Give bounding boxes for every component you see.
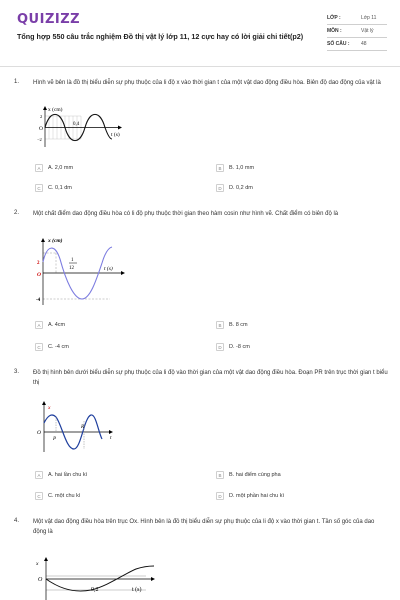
graph-tick-t: 0,2 [91,587,99,593]
option-a[interactable] [35,470,87,480]
option-d[interactable] [216,491,284,501]
graph-ylabel: x [48,405,51,411]
option-letter-box: D [216,184,224,192]
graph-xlabel: t (s) [111,132,120,138]
option-c[interactable] [35,342,69,352]
option-c[interactable] [35,491,80,501]
option-a[interactable] [35,320,65,330]
option-letter-box: C [35,492,43,500]
meta-value: 48 [361,41,367,47]
question-number: 2. [14,210,20,216]
graph-tick-frac-num: 1 [71,258,74,263]
option-d[interactable] [216,183,253,193]
option-text: B. 8 cm [229,322,248,328]
question-text: Đồ thị hình bên dưới biểu diễn sự phụ thuộc của li độ vào thời gian của một vật dao động điều hòa. Đoạn PR trên trục thời gian t biểu thị [33,370,388,386]
graph-origin: O [37,430,41,436]
graph-origin: O [38,577,43,583]
option-letter-box: A [35,164,43,172]
option-text: A. hai lần chu kì [48,472,88,478]
option-letter-box: A [35,321,43,329]
meta-row-class [327,12,387,25]
question-number: 4. [14,518,20,524]
graph-tick-neg: -4 [36,298,41,303]
page-header [0,0,400,66]
meta-key: MÔN : [327,28,342,34]
question-text: Hình vẽ bên là đồ thị biểu diễn sự phụ thuộc của li độ x vào thời gian t của một vật dao động điều hòa. Biên độ dao động của vật là [33,80,381,86]
graph-point-p: P [53,437,57,442]
graph-tick-pos: 2 [37,261,40,266]
question-4-graph [36,554,161,600]
option-a[interactable] [35,163,73,173]
option-letter-box: D [216,492,224,500]
option-b[interactable] [216,320,248,330]
meta-key: SỐ CÂU : [327,41,350,47]
option-text: A. 4cm [48,322,66,328]
option-text: A. 2,0 mm [48,165,74,171]
option-letter-box: D [216,343,224,351]
document-title: Tổng hợp 550 câu trắc nghiệm Đồ thị vật lý lớp 11, 12 cực hay có lời giải chi tiết(p2) [17,32,304,41]
graph-ylabel: x (cm) [48,238,63,244]
question-1-graph [36,104,126,149]
question-text: Một vật dao động điều hòa trên trục Ox. Hình bên là đồ thị biểu diễn sự phụ thuộc của li độ x vào thời gian t. Tần số góc của dao động là [33,519,375,535]
graph-tick-neg: −2 [37,137,42,142]
meta-row-subject [327,25,387,38]
graph-origin: O [39,126,43,132]
option-text: C. một chu kì [48,493,81,499]
option-letter-box: A [35,471,43,479]
option-letter-box: B [216,321,224,329]
graph-xlabel: t [110,435,112,441]
quizizz-logo: QUIZIZZ [17,12,81,27]
option-letter-box: B [216,164,224,172]
option-b[interactable] [216,163,254,173]
meta-key: LỚP : [327,15,341,21]
option-text: B. 1,0 mm [229,165,255,171]
option-text: D. một phần hai chu kì [229,493,285,499]
question-text: Một chất điểm dao động điều hòa có li độ phụ thuộc thời gian theo hàm cosin như hình vẽ. Chất điểm có biên độ là [33,211,339,217]
meta-value: Vật lý [361,28,374,34]
meta-row-count [327,38,387,51]
graph-ylabel: x (cm) [48,107,63,113]
question-2-graph [36,233,126,307]
graph-ylabel: x [36,561,39,567]
graph-tick-pos: 2 [40,114,43,119]
meta-value: Lớp 11 [361,15,377,21]
option-text: B. hai điểm cùng pha [229,472,281,478]
option-letter-box: B [216,471,224,479]
header-divider [0,66,400,67]
graph-point-r: R [81,425,85,430]
option-b[interactable] [216,470,281,480]
graph-tick-t: 0,4 [73,122,80,127]
graph-tick-frac-den: 12 [69,266,74,271]
option-text: D. -8 cm [229,344,250,350]
option-d[interactable] [216,342,250,352]
option-letter-box: C [35,184,43,192]
graph-origin: O [37,272,41,278]
meta-table [327,12,387,51]
option-text: D. 0,2 dm [229,185,253,191]
option-c[interactable] [35,183,72,193]
question-number: 1. [14,79,20,85]
graph-xlabel: t (s) [132,587,142,593]
option-text: C. 0,1 dm [48,185,72,191]
question-number: 3. [14,369,20,375]
question-3-graph [36,397,116,455]
graph-xlabel: t (s) [104,266,113,272]
option-letter-box: C [35,343,43,351]
option-text: C. -4 cm [48,344,69,350]
